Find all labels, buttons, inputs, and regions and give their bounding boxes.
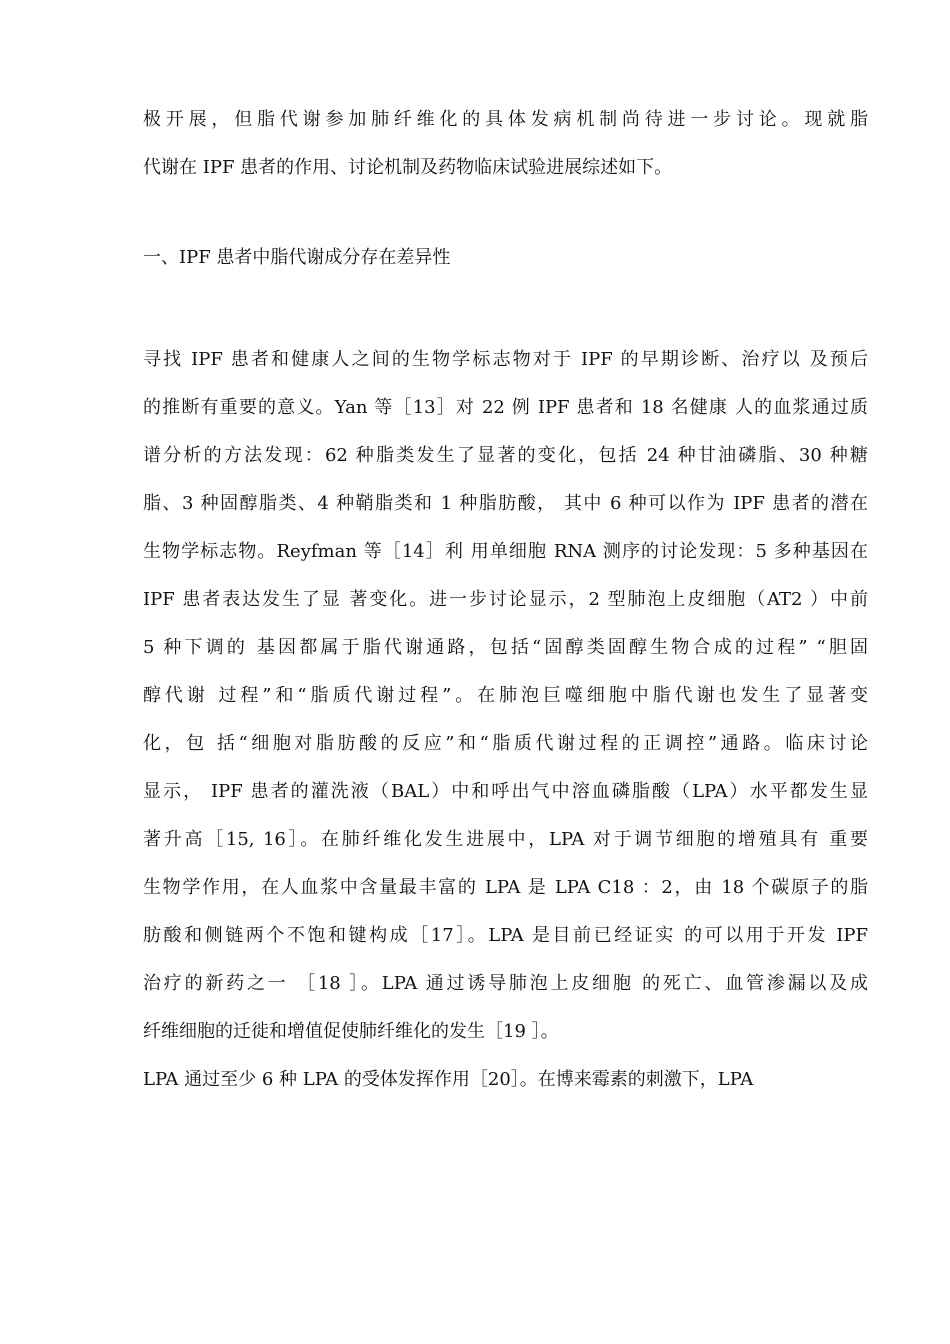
paragraph-line-7: 5 种下调的 基因都属于脂代谢通路，包括“固醇类固醇生物合成的过程” “胆固 [143, 637, 868, 658]
paragraph-line-9: 化，包 括“细胞对脂肪酸的反应”和“脂质代谢过程的正调控”通路。临床讨论 [143, 733, 868, 754]
closing-line: LPA 通过至少 6 种 LPA 的受体发挥作用［20］。在博来霉素的刺激下，LPA [143, 1069, 754, 1090]
paragraph-line-3: 谱分析的方法发现：62 种脂类发生了显著的变化，包括 24 种甘油磷脂、30 种糖 [143, 445, 868, 466]
paragraph-line-1: 寻找 IPF 患者和健康人之间的生物学标志物对于 IPF 的早期诊断、治疗以 及预后 [143, 349, 868, 370]
paragraph-line-13: 肪酸和侧链两个不饱和键构成［17］。LPA 是目前已经证实 的可以用于开发 IPF [143, 925, 868, 946]
section-heading: 一、IPF 患者中脂代谢成分存在差异性 [143, 247, 451, 268]
intro-line-1: 极开展，但脂代谢参加肺纤维化的具体发病机制尚待进一步讨论。现就脂 [143, 109, 868, 130]
paragraph-line-12: 生物学作用，在人血浆中含量最丰富的 LPA 是 LPA C18 ：2，由 18 个碳原子的脂 [143, 877, 868, 898]
paragraph-line-8: 醇代谢 过程”和“脂质代谢过程”。在肺泡巨噬细胞中脂代谢也发生了显著变 [143, 685, 868, 706]
paragraph-line-15: 纤维细胞的迁徙和增值促使肺纤维化的发生［19 ］。 [143, 1021, 559, 1042]
intro-line-2: 代谢在 IPF 患者的作用、讨论机制及药物临床试验进展综述如下。 [143, 157, 673, 178]
paragraph-line-11: 著升高［15, 16］。在肺纤维化发生进展中，LPA 对于调节细胞的增殖具有 重要 [143, 829, 868, 850]
paragraph-line-14: 治疗的新药之一 ［18 ］。LPA 通过诱导肺泡上皮细胞 的死亡、血管渗漏以及成 [143, 973, 868, 994]
paragraph-line-5: 生物学标志物。Reyfman 等［14］利 用单细胞 RNA 测序的讨论发现：5 多种基因在 [143, 541, 868, 562]
paragraph-line-6: IPF 患者表达发生了显 著变化。进一步讨论显示，2 型肺泡上皮细胞（AT2 ）中前 [143, 589, 868, 610]
paragraph-line-10: 显示， IPF 患者的灌洗液（BAL）中和呼出气中溶血磷脂酸（LPA）水平都发生显 [143, 781, 868, 802]
paragraph-line-2: 的推断有重要的意义。Yan 等［13］对 22 例 IPF 患者和 18 名健康 人的血浆通过质 [143, 397, 868, 418]
paragraph-line-4: 脂、3 种固醇脂类、4 种鞘脂类和 1 种脂肪酸， 其中 6 种可以作为 IPF 患者的潜在 [143, 493, 868, 514]
